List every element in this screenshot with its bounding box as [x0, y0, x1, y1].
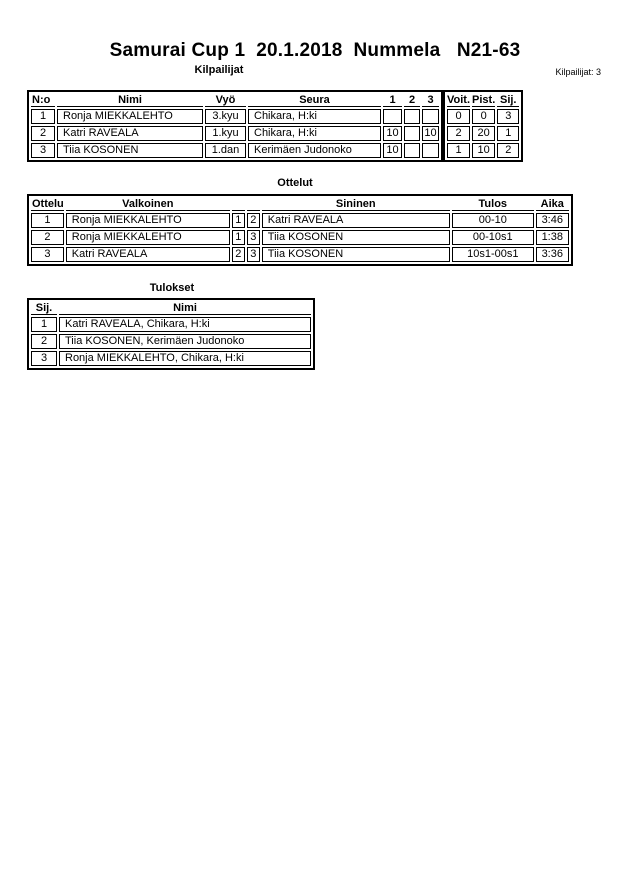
table-row: [31, 126, 439, 141]
competitor-name-cell: Ronja MIEKKALEHTO: [57, 109, 203, 124]
match3-score-cell: 10: [422, 126, 439, 141]
header-match1: 1: [383, 94, 402, 107]
header-time: Aika: [536, 198, 569, 211]
table-row: [31, 247, 569, 262]
competitor-belt-cell: 1.kyu: [205, 126, 246, 141]
results-section-title: Tulokset: [149, 282, 195, 294]
table-row: [31, 351, 311, 366]
table-row: [31, 143, 439, 158]
competitor-belt-cell: 3.kyu: [205, 109, 246, 124]
header-white-no: [232, 198, 245, 211]
results-header-row: [31, 302, 311, 315]
match-no-cell: 3: [31, 247, 64, 262]
place-cell: 3: [497, 109, 519, 124]
result-cell: 00-10s1: [452, 230, 534, 245]
match3-score-cell: [422, 143, 439, 158]
header-name: Nimi: [59, 302, 311, 315]
header-result: Tulos: [452, 198, 534, 211]
match2-score-cell: [404, 109, 420, 124]
header-points: Pist.: [472, 94, 496, 106]
competitor-name-cell: Tiia KOSONEN: [57, 143, 203, 158]
header-match2: 2: [404, 94, 420, 107]
competitors-results-subtable: [443, 90, 523, 162]
blue-player-cell: Katri RAVEALA: [262, 213, 450, 228]
table-row: [31, 230, 569, 245]
white-player-cell: Ronja MIEKKALEHTO: [66, 230, 230, 245]
blue-player-cell: Tiia KOSONEN: [262, 230, 450, 245]
result-cell: 10s1-00s1: [452, 247, 534, 262]
white-no-cell: 1: [232, 213, 245, 228]
place-cell: 1: [31, 317, 57, 332]
header-blue-no: [247, 198, 260, 211]
header-belt: Vyö: [205, 94, 246, 107]
header-club: Seura: [248, 94, 381, 107]
table-row: [31, 317, 311, 332]
table-row: [447, 109, 519, 124]
time-cell: 1:38: [536, 230, 569, 245]
white-no-cell: 2: [232, 247, 245, 262]
header-wins: Voit.: [447, 94, 471, 106]
match2-score-cell: [404, 126, 420, 141]
table-row: [31, 213, 569, 228]
place-cell: 2: [497, 143, 519, 158]
points-cell: 20: [472, 126, 495, 141]
table-row: [447, 126, 519, 141]
match1-score-cell: 10: [383, 143, 402, 158]
results-table: [27, 298, 315, 370]
white-player-cell: Katri RAVEALA: [66, 247, 230, 262]
competitors-header-row: [31, 94, 439, 107]
header-name: Nimi: [57, 94, 203, 107]
header-blue: Sininen: [262, 198, 450, 211]
match3-score-cell: [422, 109, 439, 124]
points-cell: 0: [472, 109, 495, 124]
result-cell: 00-10: [452, 213, 534, 228]
wins-cell: 2: [447, 126, 470, 141]
competitor-club-cell: Chikara, H:ki: [248, 126, 381, 141]
points-cell: 10: [472, 143, 495, 158]
competitors-results-header-row: [447, 94, 519, 107]
results-grid: [27, 298, 315, 370]
page-title: Samurai Cup 1 20.1.2018 Nummela N21-63: [109, 40, 521, 61]
header-no: N:o: [31, 94, 55, 107]
header-white: Valkoinen: [66, 198, 230, 211]
header-place: Sij.: [31, 302, 57, 315]
place-cell: 2: [31, 334, 57, 349]
white-player-cell: Ronja MIEKKALEHTO: [66, 213, 230, 228]
competitor-belt-cell: 1.dan: [205, 143, 246, 158]
blue-no-cell: 3: [247, 230, 260, 245]
blue-player-cell: Tiia KOSONEN: [262, 247, 450, 262]
competitor-no-cell: 1: [31, 109, 55, 124]
competitor-club-cell: Kerimäen Judonoko: [248, 143, 381, 158]
matches-table: [27, 194, 573, 266]
competitors-main-subtable: [27, 90, 443, 162]
place-cell: 3: [31, 351, 57, 366]
matches-header-row: [31, 198, 569, 211]
competitor-name-cell: Katri RAVEALA: [57, 126, 203, 141]
competitor-no-cell: 2: [31, 126, 55, 141]
match-no-cell: 1: [31, 213, 64, 228]
table-row: [447, 143, 519, 158]
header-place: Sij.: [497, 94, 519, 107]
result-name-cell: Katri RAVEALA, Chikara, H:ki: [59, 317, 311, 332]
matches-section-title: Ottelut: [277, 177, 313, 189]
wins-cell: 1: [447, 143, 470, 158]
table-row: [31, 109, 439, 124]
match2-score-cell: [404, 143, 420, 158]
match1-score-cell: [383, 109, 402, 124]
result-name-cell: Ronja MIEKKALEHTO, Chikara, H:ki: [59, 351, 311, 366]
header-match3: 3: [422, 94, 439, 107]
competitors-section-title: Kilpailijat: [194, 64, 244, 76]
match-no-cell: 2: [31, 230, 64, 245]
wins-cell: 0: [447, 109, 470, 124]
header-match: Ottelu: [32, 198, 64, 210]
result-name-cell: Tiia KOSONEN, Kerimäen Judonoko: [59, 334, 311, 349]
table-row: [31, 334, 311, 349]
competitor-club-cell: Chikara, H:ki: [248, 109, 381, 124]
competitor-no-cell: 3: [31, 143, 55, 158]
blue-no-cell: 2: [247, 213, 260, 228]
blue-no-cell: 3: [247, 247, 260, 262]
competitors-count-label: Kilpailijat: 3: [555, 67, 601, 77]
match1-score-cell: 10: [383, 126, 402, 141]
white-no-cell: 1: [232, 230, 245, 245]
time-cell: 3:36: [536, 247, 569, 262]
matches-grid: [27, 194, 573, 266]
time-cell: 3:46: [536, 213, 569, 228]
place-cell: 1: [497, 126, 519, 141]
competitors-table: [27, 90, 523, 162]
